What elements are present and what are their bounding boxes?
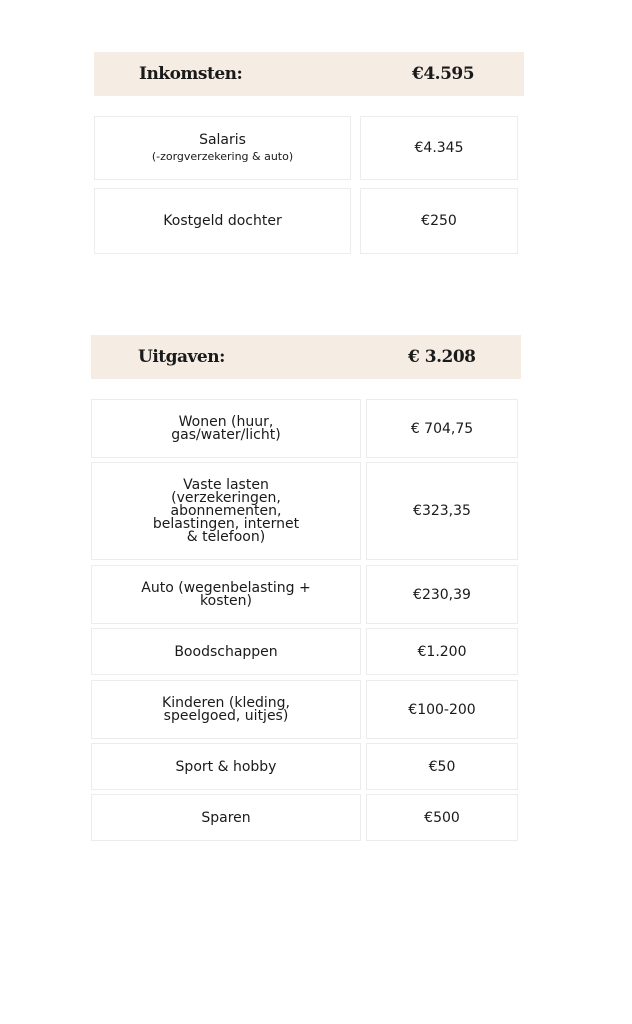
income-total: €4.595 <box>412 64 475 84</box>
expense-row-label: Auto (wegenbelasting + kosten) <box>141 579 311 609</box>
expense-row-label: Wonen (huur, gas/water/licht) <box>171 413 281 443</box>
expense-row-value: €50 <box>428 758 456 775</box>
expense-label-sport <box>91 743 361 790</box>
expense-row-label: Sparen <box>201 809 251 826</box>
expense-label-kinderen <box>91 680 361 739</box>
expenses-header <box>91 335 521 379</box>
expense-label-wonen <box>91 399 361 458</box>
income-value-salaris <box>360 116 518 180</box>
expense-row-label: Vaste lasten (verzekeringen, abonnementen, belastingen, internet & telefoon) <box>152 476 300 545</box>
expense-value-boodschappen <box>366 628 518 675</box>
income-header <box>94 52 524 96</box>
expense-value-wonen <box>366 399 518 458</box>
expense-row-label: Boodschappen <box>174 643 278 660</box>
income-value-kostgeld <box>360 188 518 254</box>
expense-value-sparen <box>366 794 518 841</box>
income-row-value: €4.345 <box>414 140 464 156</box>
expenses-total: € 3.208 <box>408 347 476 367</box>
income-row-label: Kostgeld dochter <box>163 213 282 229</box>
income-label-salaris <box>94 116 351 180</box>
expense-row-value: €500 <box>424 809 460 826</box>
expense-row-value: €1.200 <box>417 643 467 660</box>
expense-row-label: Kinderen (kleding, speelgoed, uitjes) <box>162 694 290 724</box>
expense-row-label: Sport & hobby <box>175 758 277 775</box>
expense-label-sparen <box>91 794 361 841</box>
income-row-label: Salaris <box>199 132 246 148</box>
expense-value-vaste-lasten <box>366 462 518 560</box>
expense-label-boodschappen <box>91 628 361 675</box>
expense-label-auto <box>91 565 361 624</box>
income-row-value: €250 <box>421 213 457 229</box>
expense-value-kinderen <box>366 680 518 739</box>
income-label-kostgeld <box>94 188 351 254</box>
expense-row-value: €230,39 <box>413 586 471 603</box>
expense-value-auto <box>366 565 518 624</box>
expense-value-sport <box>366 743 518 790</box>
expense-row-value: €323,35 <box>413 503 471 519</box>
expense-label-vaste-lasten <box>91 462 361 560</box>
income-title: Inkomsten: <box>139 64 243 84</box>
expense-row-value: €100-200 <box>408 701 476 718</box>
expense-row-value: € 704,75 <box>410 420 474 437</box>
income-row-sublabel: (-zorgverzekering & auto) <box>151 150 294 163</box>
expenses-title: Uitgaven: <box>138 347 225 367</box>
